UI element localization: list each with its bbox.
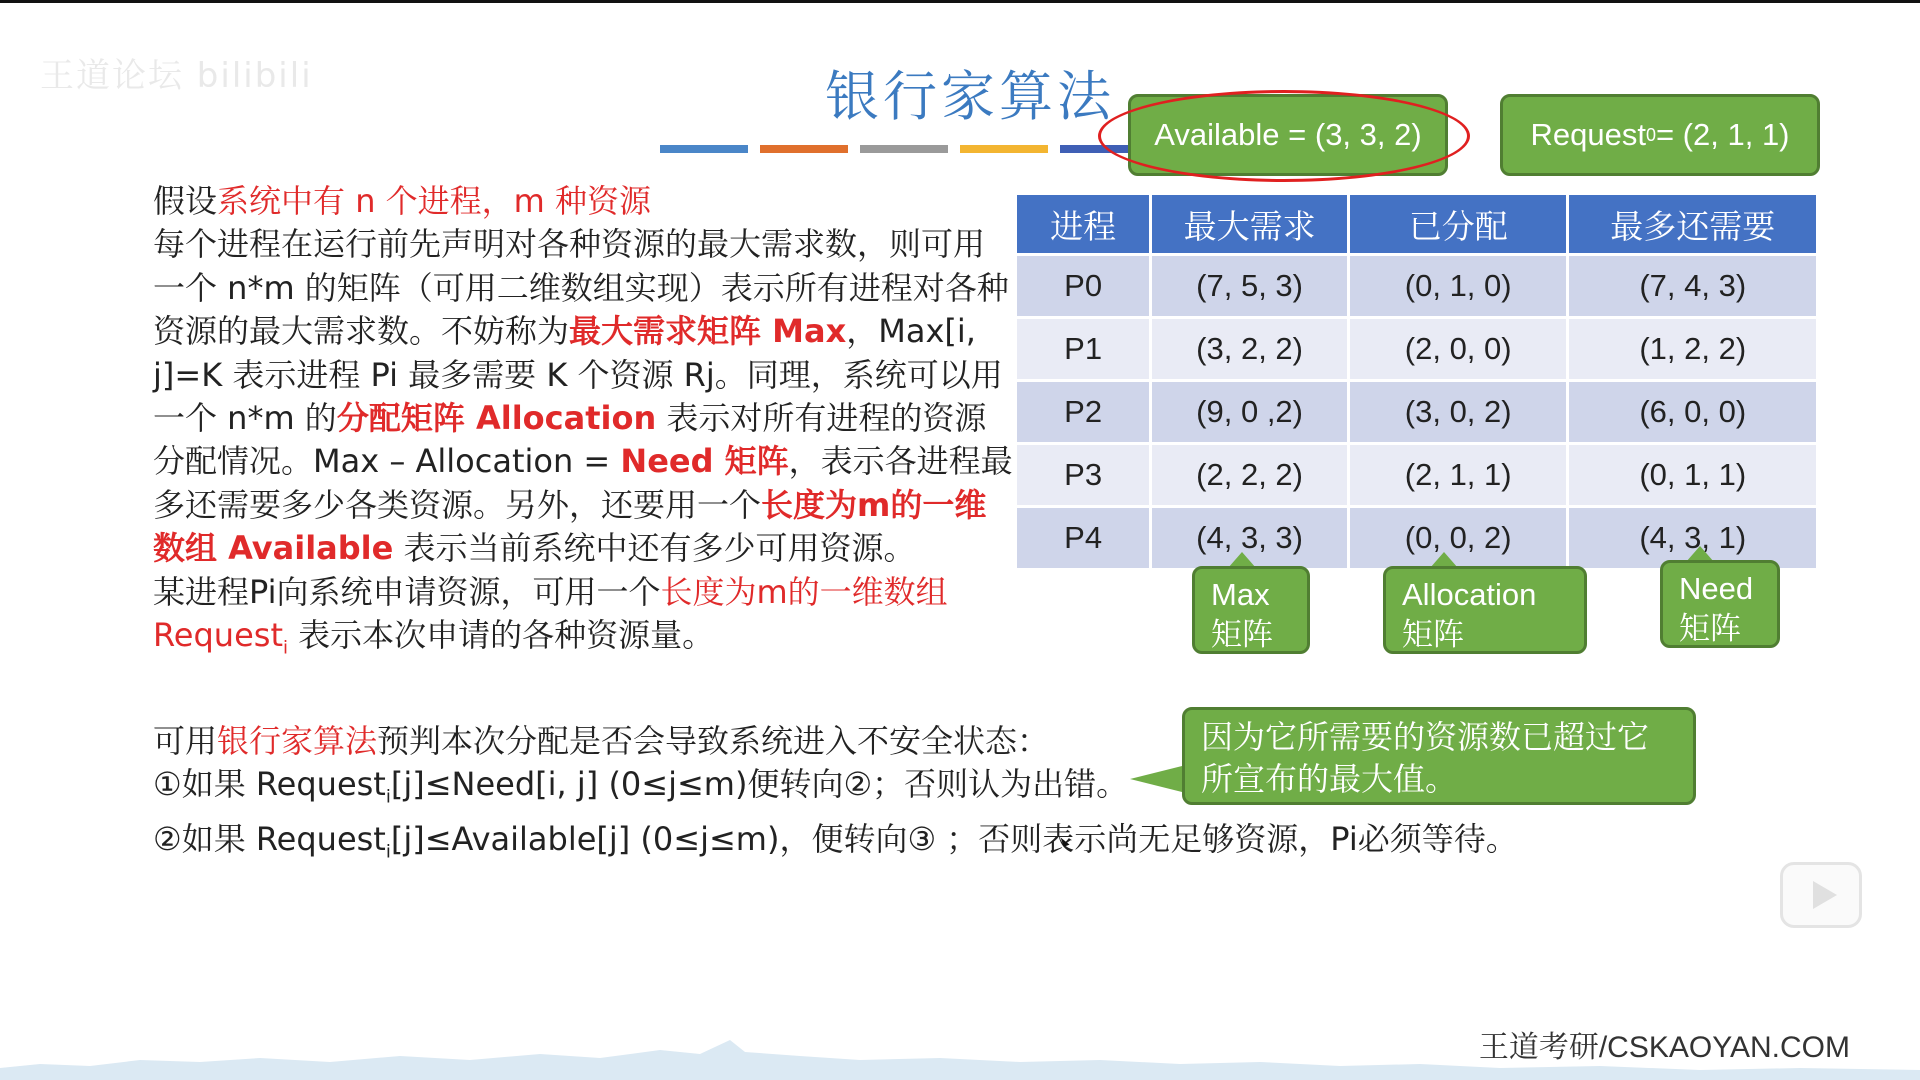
- play-button-icon[interactable]: [1780, 862, 1862, 928]
- table-row: [1017, 255, 1818, 318]
- max-matrix-label: 最大需求矩阵 Max: [569, 312, 847, 351]
- text: ，Max[i, j]=K 表示进程 Pi 最多需要 K 个资源 Rj。同理，系统可以用一个 n*m 的: [153, 312, 1003, 438]
- footer-brand: 王道考研/CSKAOYAN.COM: [1478, 1031, 1850, 1064]
- table-header-row: [1017, 195, 1818, 255]
- request-suffix: = (2, 1, 1): [1655, 117, 1790, 152]
- callout-note: 因为它所需要的资源数已超过它所宣布的最大值。: [1182, 707, 1696, 805]
- text: 假设: [153, 182, 218, 220]
- table-cell: P1: [1017, 318, 1151, 381]
- table-cell: (3, 2, 2): [1151, 318, 1349, 381]
- table-row: [1017, 444, 1818, 507]
- table-cell: P3: [1017, 444, 1151, 507]
- table-header: 进程: [1017, 195, 1151, 255]
- rule-1: ①如果 Request: [153, 765, 386, 803]
- stripe: [660, 145, 748, 153]
- top-border: [0, 0, 1920, 3]
- text: 预判本次分配是否会导致系统进入不安全状态：: [377, 722, 1050, 760]
- table-cell: (9, 0 ,2): [1151, 381, 1349, 444]
- sub: i: [385, 786, 391, 808]
- available-box: Available = (3, 3, 2): [1128, 94, 1448, 176]
- request-array-label: 长度为m的一维数组 Request: [153, 572, 948, 655]
- resource-table: [1017, 195, 1819, 568]
- text: 表示对所有进程的资源分配情况。Max – Allocation =: [153, 399, 987, 481]
- table-header: 最多还需要: [1568, 195, 1818, 255]
- table-cell: (4, 3, 1): [1568, 507, 1818, 569]
- table-cell: (7, 5, 3): [1151, 255, 1349, 318]
- request-sub: i: [282, 637, 288, 659]
- allocation-matrix-tag: [1383, 566, 1587, 654]
- text: 表示当前系统中还有多少可用资源。: [393, 529, 916, 568]
- table-cell: (0, 0, 2): [1348, 507, 1568, 569]
- rule-2: ②如果 Request: [153, 820, 386, 859]
- rule-1-rest: [j]≤Need[i, j] (0≤j≤m)便转向②；否则认为出错。: [390, 765, 1129, 803]
- title-stripes: [660, 145, 1148, 153]
- available-array-label: 长度为m的一维数组 Available: [153, 485, 987, 568]
- tag-line: Max: [1211, 577, 1270, 612]
- stripe: [860, 145, 948, 153]
- table-cell: (2, 1, 1): [1348, 444, 1568, 507]
- table-cell: P4: [1017, 507, 1151, 569]
- request-sub: 0: [1645, 124, 1656, 145]
- bankers-algorithm-label: 银行家算法: [217, 722, 378, 760]
- tag-line: 矩阵: [1679, 611, 1741, 647]
- text: 某进程Pi向系统申请资源，可用一个: [153, 572, 661, 611]
- watermark-logo: 王道论坛 bilibili: [40, 56, 313, 96]
- table-cell: (1, 2, 2): [1568, 318, 1818, 381]
- tag-line: Allocation: [1402, 577, 1537, 612]
- red-highlight-ellipse: [1098, 90, 1470, 182]
- text: 表示本次申请的各种资源量。: [288, 616, 715, 655]
- table-cell: (0, 1, 0): [1348, 255, 1568, 318]
- table-cell: (2, 2, 2): [1151, 444, 1349, 507]
- stripe: [960, 145, 1048, 153]
- text: ，表示各进程最多还需要多少各类资源。另外，还要用一个: [153, 442, 1013, 524]
- table-cell: (6, 0, 0): [1568, 381, 1818, 444]
- table-cell: P0: [1017, 255, 1151, 318]
- stripe: [760, 145, 848, 153]
- text: 每个进程在运行前先声明对各种资源的最大需求数，则可用一个 n*m 的矩阵（可用二维数组实现）表示所有进程对各种资源的最大需求数。不妨称为: [153, 225, 1009, 351]
- max-matrix-tag: [1192, 566, 1310, 654]
- table-cell: P2: [1017, 381, 1151, 444]
- table-cell: (7, 4, 3): [1568, 255, 1818, 318]
- table-row: [1017, 381, 1818, 444]
- request-box: [1500, 94, 1820, 176]
- tag-line: 矩阵: [1211, 617, 1273, 653]
- request-prefix: Request: [1530, 117, 1646, 152]
- need-matrix-tag: [1660, 560, 1780, 648]
- table-cell: (2, 0, 0): [1348, 318, 1568, 381]
- table-cell: (4, 3, 3): [1151, 507, 1349, 569]
- sub: i: [385, 841, 391, 863]
- table-row: [1017, 318, 1818, 381]
- tag-line: Need: [1679, 571, 1754, 606]
- slide-title: 银行家算法: [825, 65, 1115, 128]
- need-matrix-label: Need 矩阵: [620, 442, 789, 481]
- table-cell: (0, 1, 1): [1568, 444, 1818, 507]
- table-cell: (3, 0, 2): [1348, 381, 1568, 444]
- tag-line: 矩阵: [1402, 617, 1464, 653]
- callout-pointer: [1130, 765, 1186, 793]
- table-header: 已分配: [1348, 195, 1568, 255]
- highlight-text: 系统中有 n 个进程，m 种资源: [217, 182, 651, 220]
- text: 可用: [153, 722, 218, 760]
- rule-2-rest: [j]≤Available[j] (0≤j≤m)，便转向③ ；否则表示尚无足够资源，Pi必须等待。: [390, 820, 1518, 859]
- table-header: 最大需求: [1151, 195, 1349, 255]
- allocation-matrix-label: 分配矩阵 Allocation: [336, 399, 657, 438]
- description-paragraph: [153, 180, 1013, 670]
